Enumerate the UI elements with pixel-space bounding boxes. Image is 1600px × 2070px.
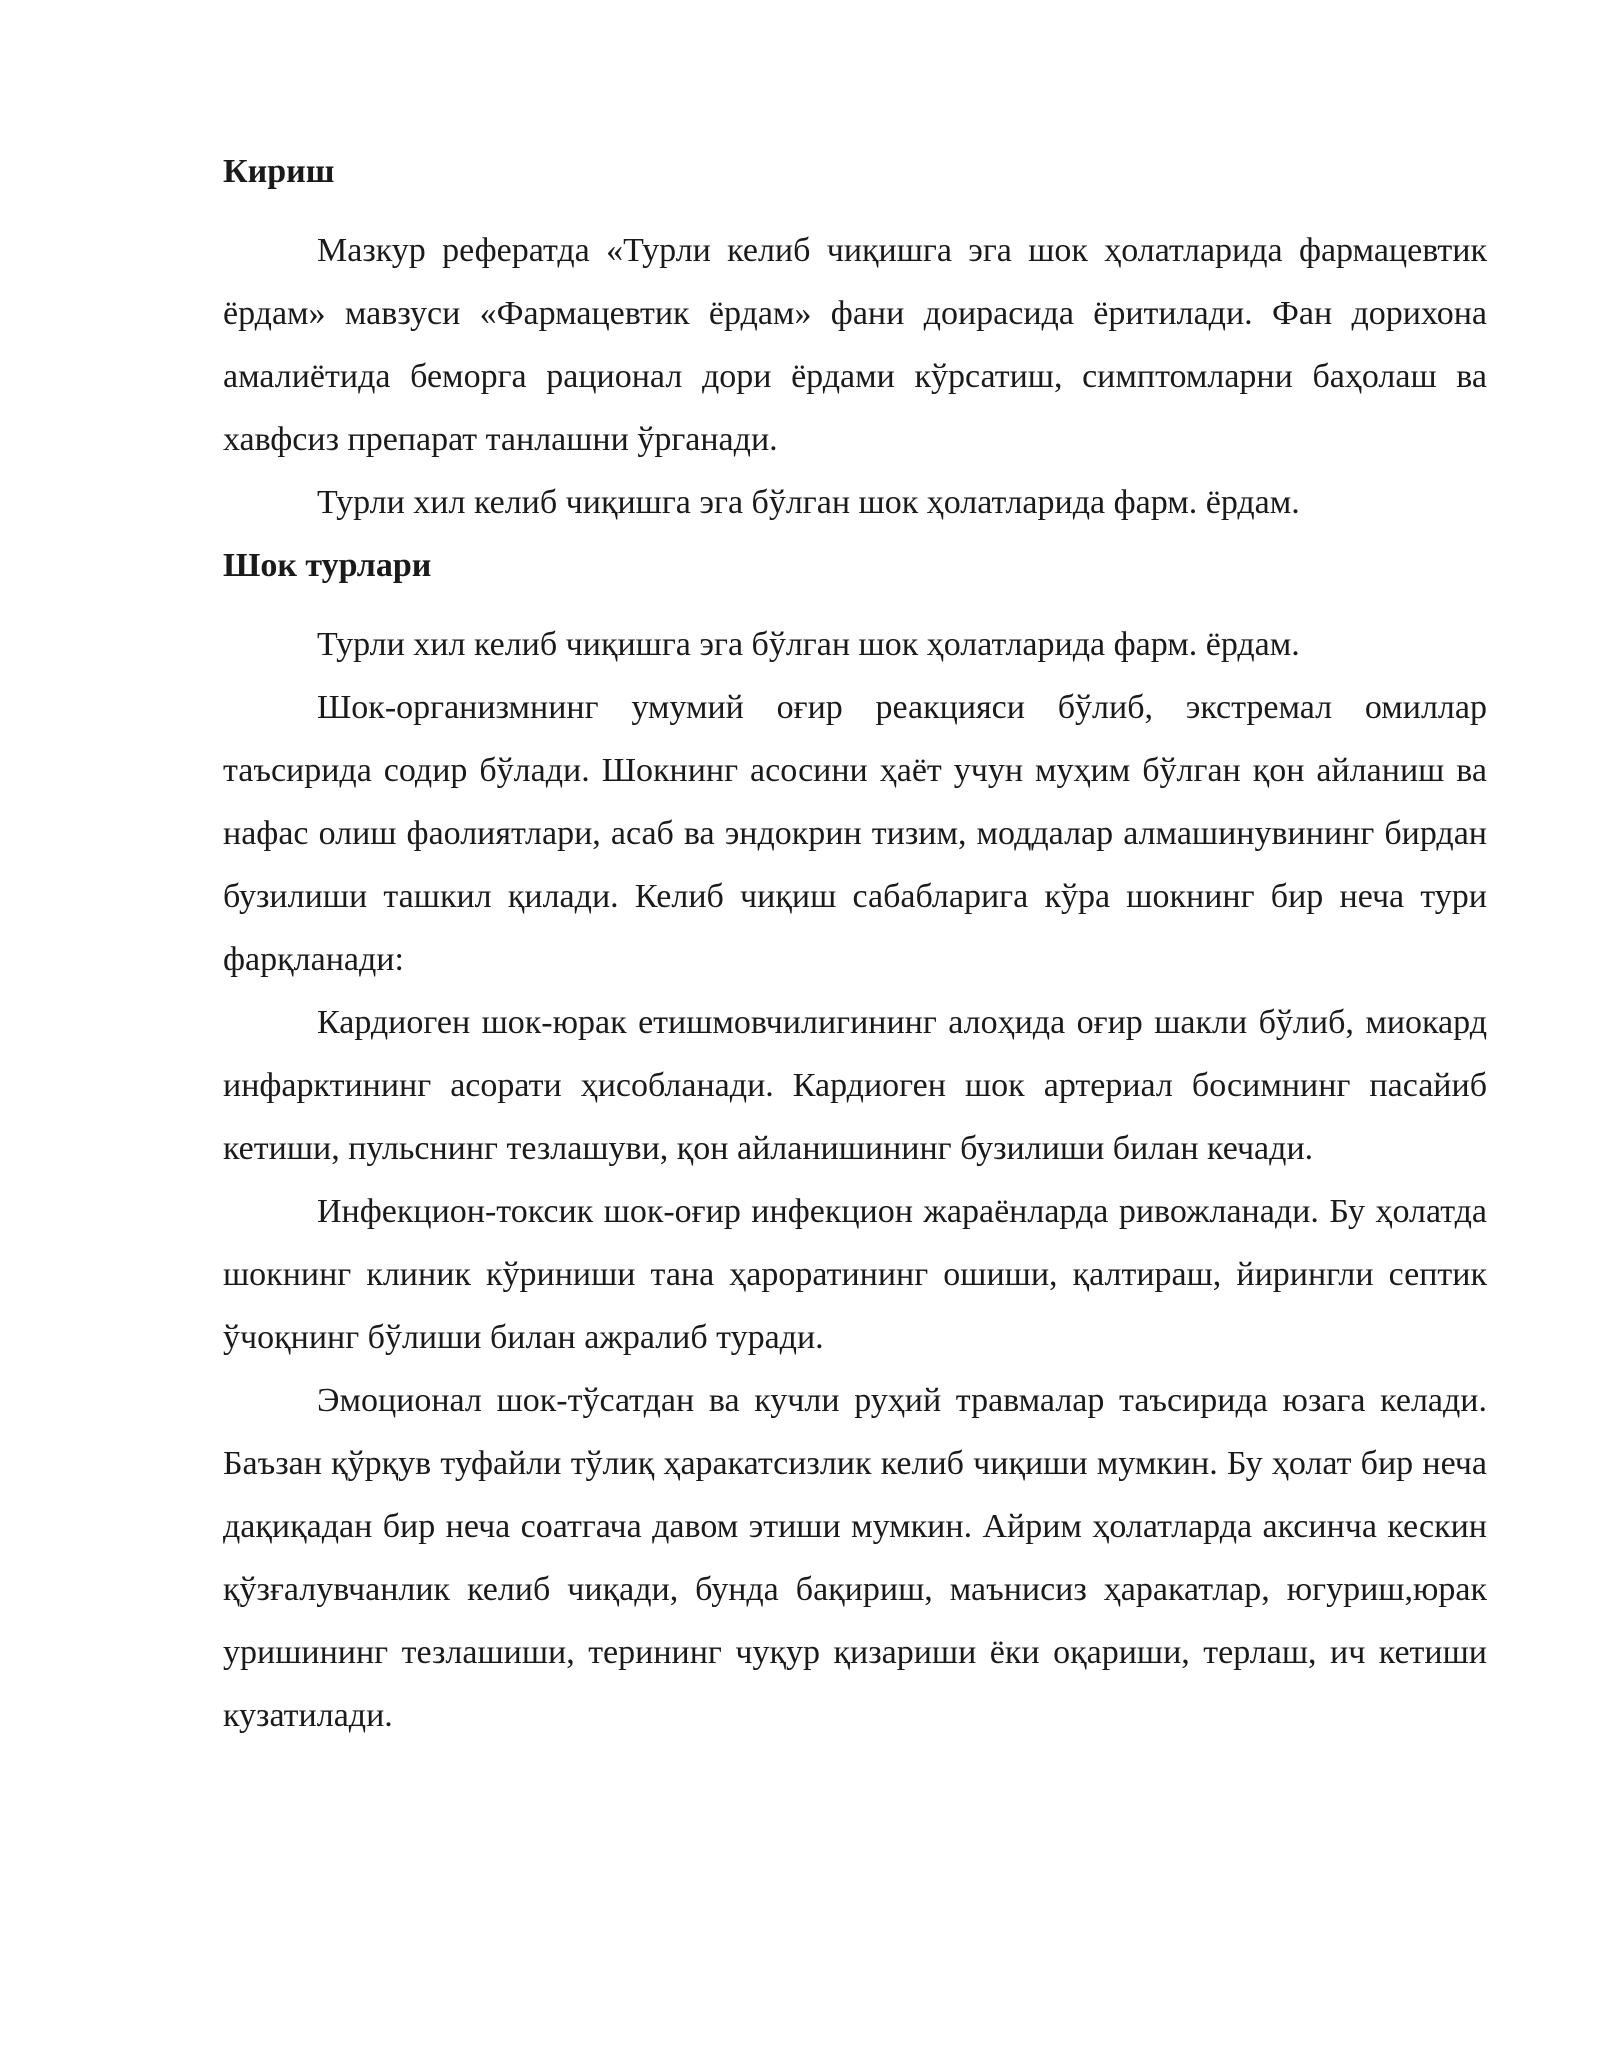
- paragraph-cardiogenic-shock: Кардиоген шок-юрак етишмовчилигининг алоҳида оғир шакли бўлиб, миокард инфарктининг асорати ҳисобланади. Кардиоген шок артериал босимнинг пасайиб кетиши, пульснинг тезлашуви, қон айланишининг бузилиши билан кечади.: [223, 1004, 1487, 1167]
- paragraph-types-2: Шок-организмнинг умумий оғир реакцияси бўлиб, экстремал омиллар таъсирида содир бўлади. Шокнинг асосини ҳаёт учун муҳим бўлган қон айланиш ва нафас олиш фаолиятлари, асаб ва эндокрин тизим, моддалар алмашинувининг бирдан бузилиши ташкил қилади. Келиб чиқиш сабабларига кўра шокнинг бир неча тури фарқланади:: [223, 689, 1487, 978]
- document-body: [223, 140, 1487, 1747]
- paragraph-infectious-toxic-shock: Инфекцион-токсик шок-оғир инфекцион жараёнларда ривожланади. Бу ҳолатда шокнинг клиник кўриниши тана ҳароратининг ошиши, қалтираш, йирингли септик ўчоқнинг бўлиши билан ажралиб туради.: [223, 1193, 1487, 1356]
- paragraph-types-1: Турли хил келиб чиқишга эга бўлган шок ҳолатларида фарм. ёрдам.: [317, 626, 1300, 663]
- paragraph-intro-1: Мазкур рефератда «Турли келиб чиқишга эга шок ҳолатларида фармацевтик ёрдам» мавзуси «Фармацевтик ёрдам» фани доирасида ёритилади. Фан дорихона амалиётида беморга рационал дори ёрдами кўрсатиш, симптомларни баҳолаш ва хавфсиз препарат танлашни ўрганади.: [223, 232, 1487, 458]
- paragraph-emotional-shock: Эмоционал шок-тўсатдан ва кучли руҳий травмалар таъсирида юзага келади. Баъзан қўрқув туфайли тўлиқ ҳаракатсизлик келиб чиқиши мумкин. Бу ҳолат бир неча дақиқадан бир неча соатгача давом этиши мумкин. Айрим ҳолатларда аксинча кескин қўзғалувчанлик келиб чиқади, бунда бақириш, маънисиз ҳаракатлар, югуриш,юрак уришининг тезлашиши, терининг чуқур қизариши ёки оқариши, терлаш, ич кетиши кузатилади.: [223, 1382, 1487, 1734]
- heading-intro: Кириш: [223, 153, 335, 190]
- heading-shock-types: Шок турлари: [223, 547, 432, 584]
- paragraph-intro-2: Турли хил келиб чиқишга эга бўлган шок ҳолатларида фарм. ёрдам.: [317, 484, 1300, 521]
